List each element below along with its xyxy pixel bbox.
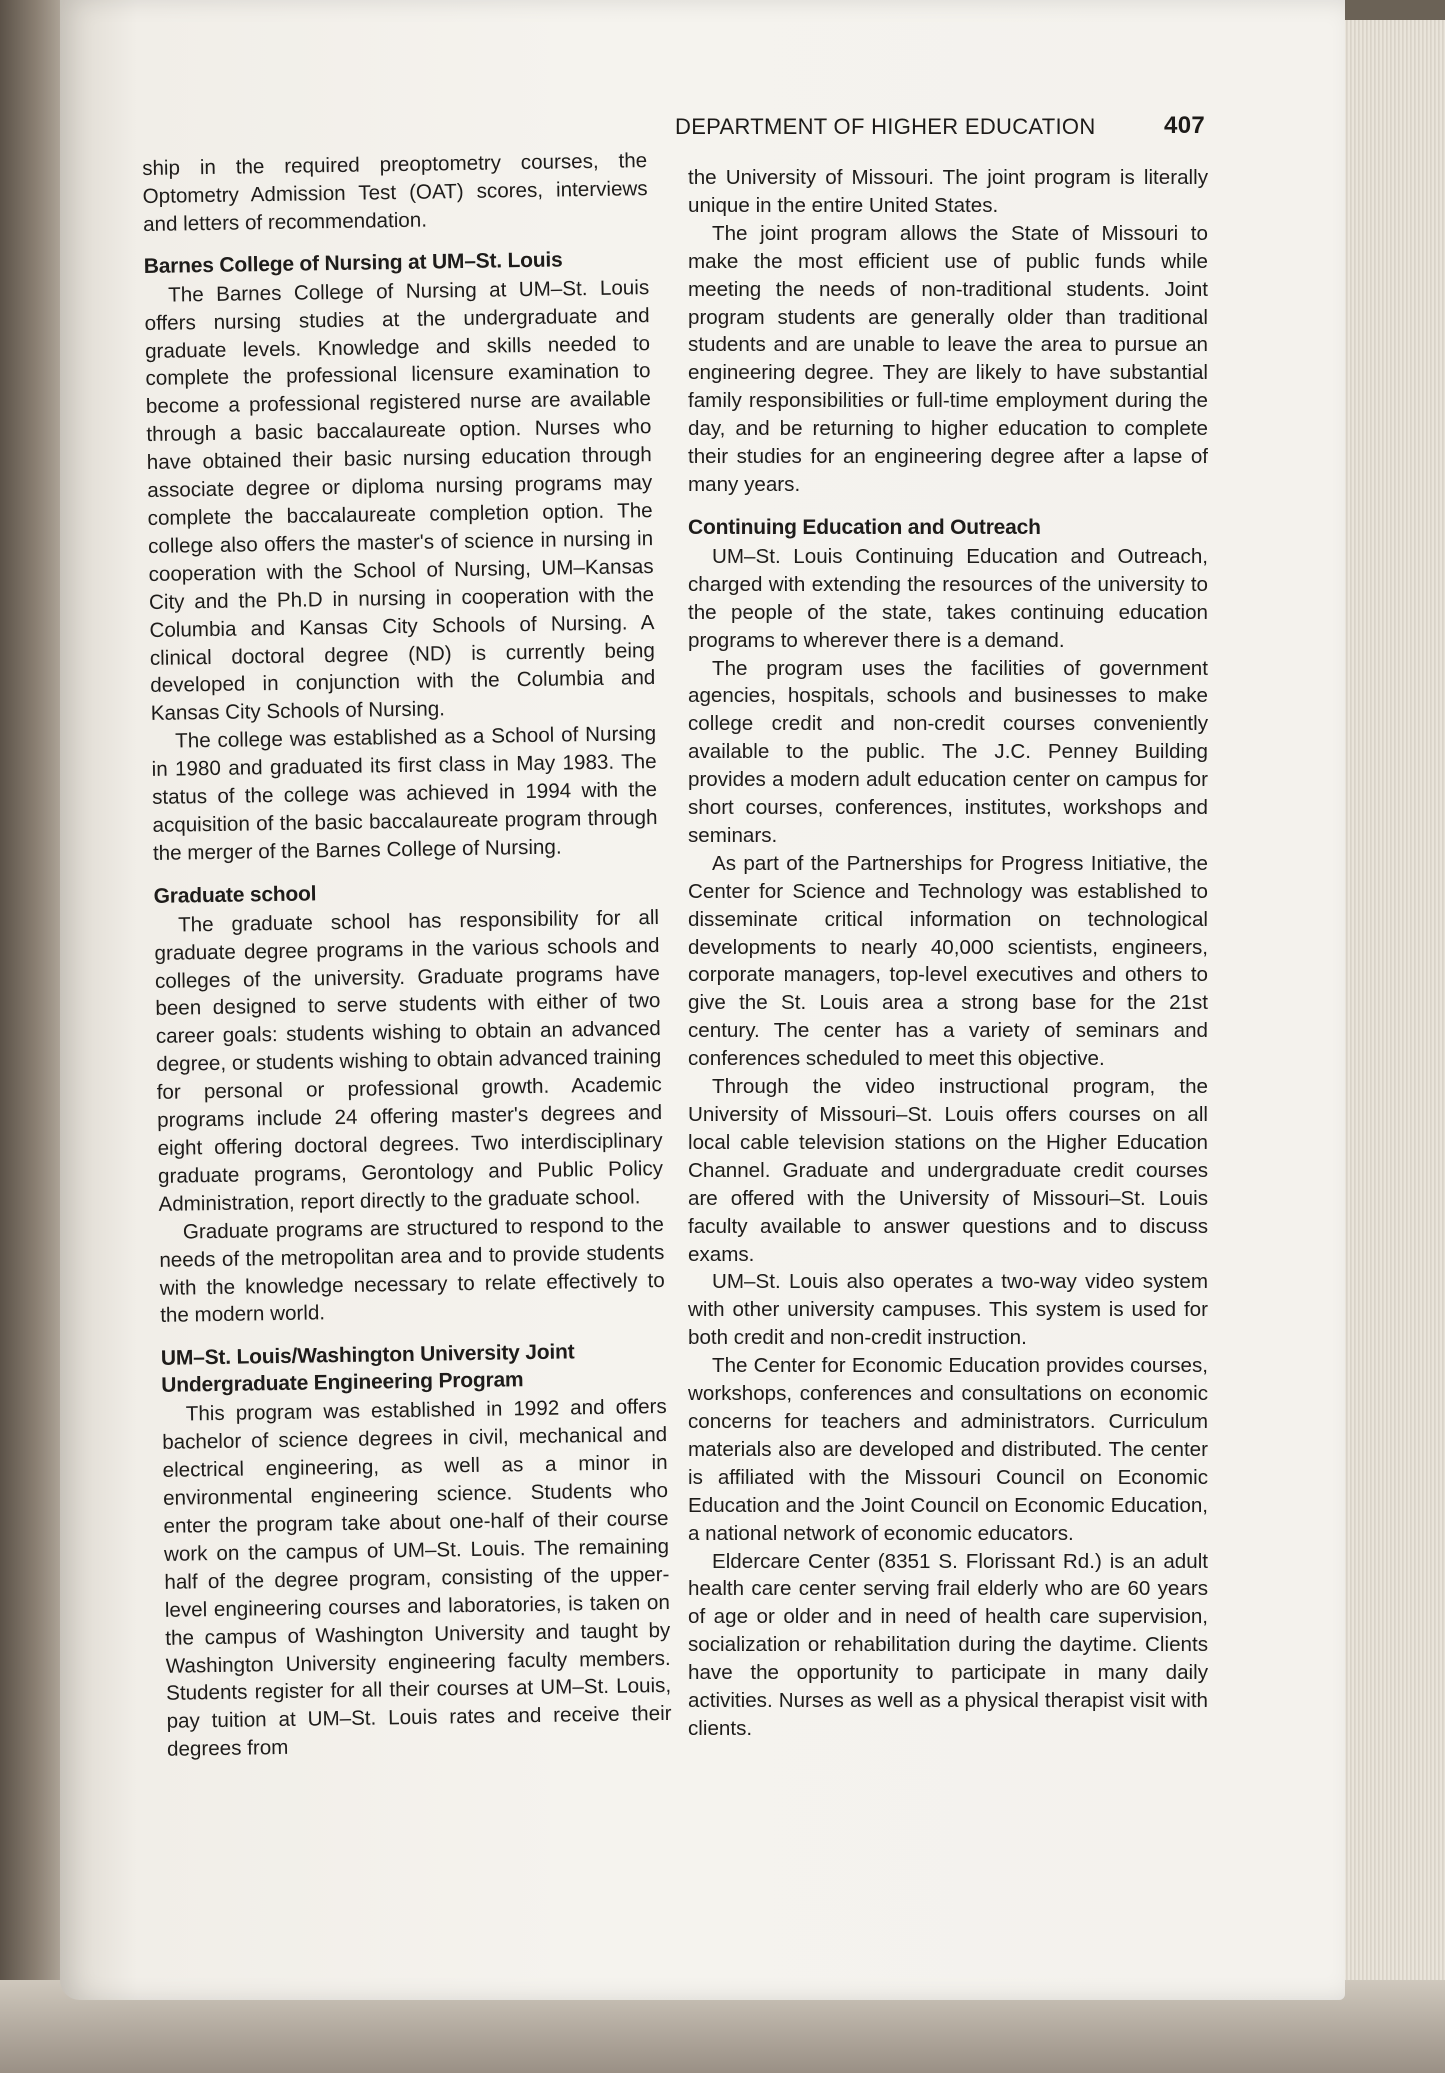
- paragraph: UM–St. Louis Continuing Education and Outreach, charged with extending the resources of the university to the people of the state, takes continuing education programs to wherever there is a demand.: [688, 544, 1208, 652]
- paragraph: the University of Missouri. The joint program is literally unique in the entire United States.: [688, 166, 1208, 217]
- paragraph: The Barnes College of Nursing at UM–St. Louis offers nursing studies at the undergraduate and graduate levels. Knowledge and skills needed to complete the professional licensure examination to become a professional registered nurse are available through a basic baccalaureate option. Nurses who have obtained their basic nursing education through associate degree or diploma nursing programs may complete the baccalaureate completion option. The college also offers the master's of science in nursing in cooperation with the School of Nursing, UM–Kansas City and the Ph.D in nursing in cooperation with the Columbia and Kansas City Schools of Nursing. A clinical doctoral degree (ND) is currently being developed in conjunction with the Columbia and Kansas City Schools of Nursing.: [144, 275, 656, 726]
- paragraph: The graduate school has responsibility for all graduate degree programs in the various schools and colleges of the university. Graduate programs have been designed to serve students with either of two career goals: students wishing to obtain an advanced degree, or students wishing to obtain advanced training for personal or professional growth. Academic programs include 24 offering master's degrees and eight offering doctoral degrees. Two interdisciplinary graduate programs, Gerontology and Public Policy Administration, report directly to the graduate school.: [154, 905, 664, 1216]
- page-edges: [1330, 20, 1445, 1980]
- page-number: 407: [1164, 112, 1205, 139]
- paragraph: The program uses the facilities of government agencies, hospitals, schools and businesses to make college credit and non-credit courses conveniently available to the public. The J.C. Penney Building provides a modern adult education center on campus for short courses, conferences, institutes, workshops and seminars.: [688, 656, 1208, 847]
- running-head-title: DEPARTMENT OF HIGHER EDUCATION: [675, 114, 1096, 139]
- paragraph: ship in the required preoptometry courses, the Optometry Admission Test (OAT) scores, interviews and letters of recommendation.: [142, 149, 648, 236]
- section-heading: Graduate school: [153, 882, 317, 908]
- paragraph: The college was established as a School of Nursing in 1980 and graduated its first class in May 1983. The status of the college was achieved in 1994 with the acquisition of the basic baccalaureate program through the merger of the Barnes College of Nursing.: [151, 722, 658, 865]
- paragraph: Eldercare Center (8351 S. Florissant Rd.) is an adult health care center serving frail elderly who are 60 years of age or older and in need of health care supervision, socialization or rehabilitation during the daytime. Clients have the opportunity to participate in many daily activities. Nurses as well as a physical therapist visit with clients.: [688, 1549, 1208, 1740]
- paragraph: Graduate programs are structured to respond to the needs of the metropolitan area and to provide students with the knowledge necessary to relate effectively to the modern world.: [159, 1212, 665, 1328]
- running-head: [675, 114, 1205, 148]
- paragraph: Through the video instructional program, the University of Missouri–St. Louis offers courses on all local cable television stations on the Higher Education Channel. Graduate and undergraduate credit courses are offered with the University of Missouri–St. Louis faculty available to answer questions and to discuss exams.: [688, 1075, 1208, 1266]
- paragraph: The joint program allows the State of Missouri to make the most efficient use of public funds while meeting the needs of non-traditional students. Joint program students are generally older than traditional students and are unable to leave the area to pursue an engineering degree. They are likely to have substantial family responsibilities or full-time employment during the day, and be returning to higher education to complete their studies for an engineering degree after a lapse of many years.: [688, 221, 1208, 496]
- section-heading: Barnes College of Nursing at UM–St. Louis: [143, 248, 563, 278]
- right-column: [688, 164, 1208, 1743]
- left-column: [142, 147, 672, 1764]
- section-heading: UM–St. Louis/Washington University Joint Undergraduate Engineering Program: [160, 1340, 575, 1398]
- paragraph: The Center for Economic Education provides courses, workshops, conferences and consultations on economic concerns for teachers and administrators. Curriculum materials also are developed and distributed. The center is affiliated with the Missouri Council on Economic Education and the Joint Council on Economic Education, a national network of economic educators.: [688, 1354, 1208, 1545]
- paragraph: As part of the Partnerships for Progress Initiative, the Center for Science and Technology was established to disseminate critical information on technological developments to nearly 40,000 scientists, engineers, corporate managers, top-level executives and others to give the St. Louis area a strong base for the 21st century. The center has a variety of seminars and conferences scheduled to meet this objective.: [688, 851, 1208, 1071]
- paragraph: This program was established in 1992 and offers bachelor of science degrees in civil, mechanical and electrical engineering, as well as a minor in environmental engineering science. Students who enter the program take about one-half of their course work on the campus of UM–St. Louis. The remaining half of the degree program, consisting of the upper-level engineering courses and laboratories, is taken on the campus of Washington University and taught by Washington University engineering faculty members. Students register for all their courses at UM–St. Louis, pay tuition at UM–St. Louis rates and receive their degrees from: [162, 1395, 672, 1762]
- paragraph: UM–St. Louis also operates a two-way video system with other university campuses. This system is used for both credit and non-credit instruction.: [688, 1270, 1208, 1350]
- section-heading: Continuing Education and Outreach: [688, 515, 1041, 539]
